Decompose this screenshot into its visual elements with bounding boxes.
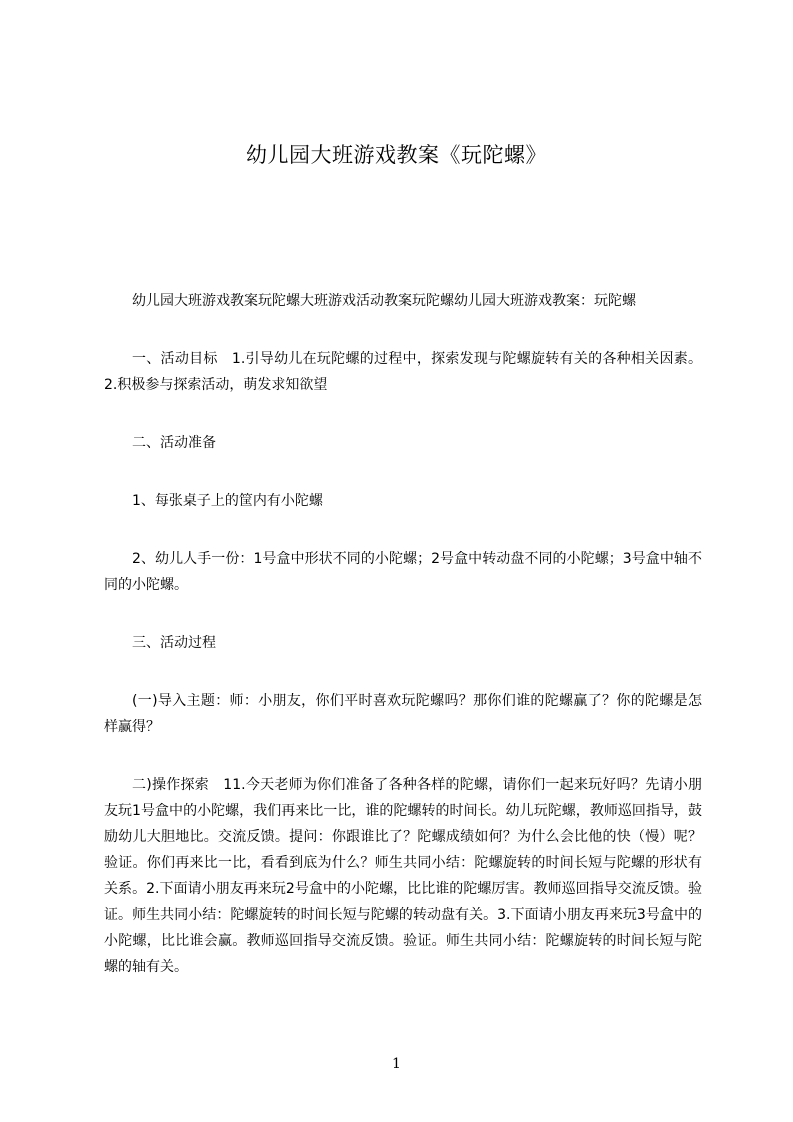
paragraph-prep-1: 1、每张桌子上的筐内有小陀螺 [132, 493, 323, 509]
page-number: 1 [392, 1056, 401, 1072]
paragraph-exploration: 二)操作探索 11.今天老师为你们准备了各种各样的陀螺，请你们一起来玩好吗？先请小朋友玩1号盒中的小陀螺，我们再来比一比，谁的陀螺转的时间长。幼儿玩陀螺，教师巡回指导，鼓励幼儿大胆地比。交流反馈。提问：你跟谁比了？陀螺成绩如何？为什么会比他的快（慢）呢？验证。你们再来比一比，看看到底为什么？师生共同小结：陀螺旋转的时间长短与陀螺的形状有关系。2.下面请小朋友再来玩2号盒中的小陀螺，比比谁的陀螺厉害。教师巡回指导交流反馈。验证。师生共同小结：陀螺旋转的时间长短与陀螺的转动盘有关。3.下面请小朋友再来玩3号盒中的小陀螺，比比谁会赢。教师巡回指导交流反馈。验证。师生共同小结：陀螺旋转的时间长短与陀螺的轴有关。 [104, 777, 702, 975]
heading-process: 三、活动过程 [132, 635, 216, 651]
document-title: 幼儿园大班游戏教案《玩陀螺》 [246, 143, 547, 167]
heading-preparation: 二、活动准备 [132, 435, 216, 451]
paragraph-goals: 一、活动目标 1.引导幼儿在玩陀螺的过程中，探索发现与陀螺旋转有关的各种相关因素。2.积极参与探索活动，萌发求知欲望 [104, 351, 702, 393]
document-body [104, 288, 702, 980]
paragraph-intro-topic: (一)导入主题：师：小朋友，你们平时喜欢玩陀螺吗？那你们谁的陀螺赢了？你的陀螺是怎样赢得？ [104, 693, 702, 735]
paragraph-intro: 幼儿园大班游戏教案玩陀螺大班游戏活动教案玩陀螺幼儿园大班游戏教案：玩陀螺 [132, 293, 636, 309]
paragraph-prep-2: 2、幼儿人手一份：1号盒中形状不同的小陀螺；2号盒中转动盘不同的小陀螺；3号盒中轴不同的小陀螺。 [104, 551, 702, 593]
